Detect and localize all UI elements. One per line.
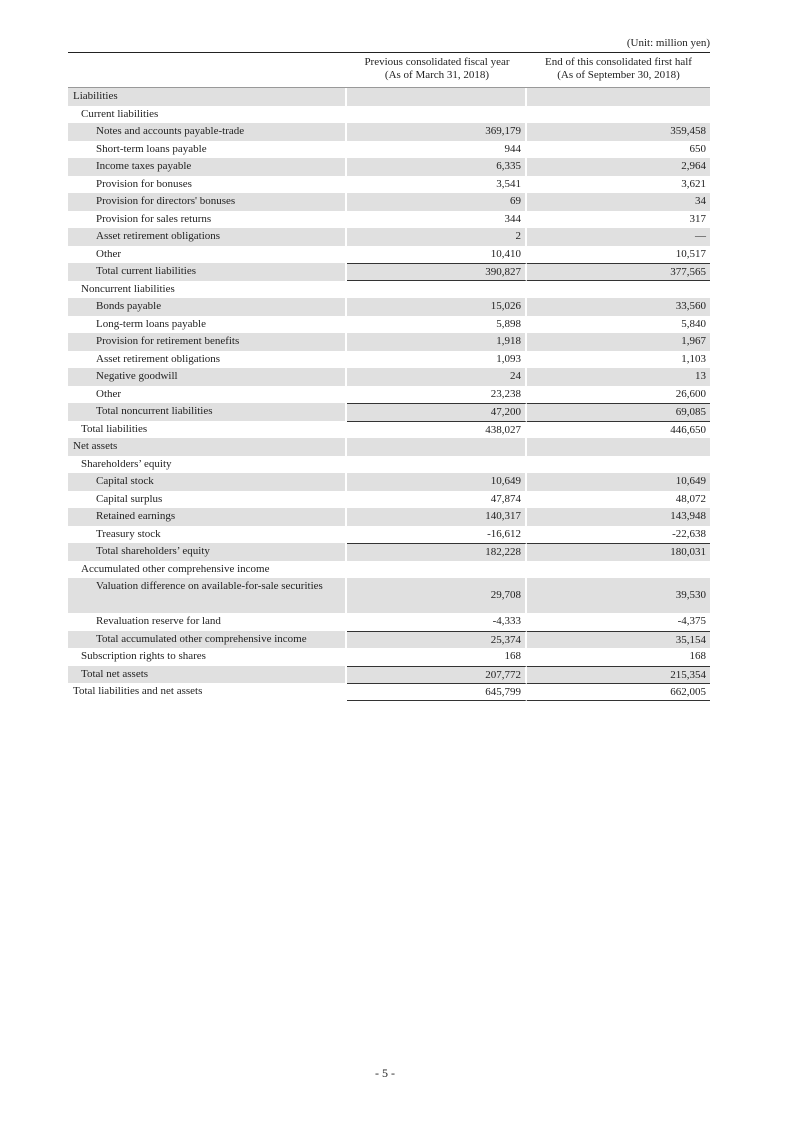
table-row	[68, 421, 710, 439]
value-previous	[347, 456, 527, 474]
value-previous: 1,918	[347, 333, 527, 351]
table-row	[68, 263, 710, 281]
value-previous: 168	[347, 648, 527, 666]
header-previous-year	[347, 53, 527, 87]
table-row	[68, 368, 710, 386]
row-label: Total noncurrent liabilities	[68, 403, 347, 421]
value-previous: -16,612	[347, 526, 527, 544]
row-label: Current liabilities	[68, 106, 347, 124]
table-row	[68, 193, 710, 211]
value-previous: 182,228	[347, 543, 527, 561]
value-current: 3,621	[681, 177, 706, 190]
value-previous: -4,333	[347, 613, 527, 631]
row-label: Long-term loans payable	[68, 316, 347, 334]
table-row	[68, 438, 710, 456]
row-label: Capital surplus	[68, 491, 347, 509]
value-current: 33,560	[527, 298, 710, 316]
value-previous: 47,874	[347, 491, 527, 509]
value-previous: 25,374	[347, 631, 527, 649]
table-row	[68, 578, 710, 613]
value-current	[527, 281, 710, 299]
table-row	[68, 106, 710, 124]
table-row	[68, 631, 710, 649]
row-label: Notes and accounts payable-trade	[68, 123, 347, 141]
row-label: Short-term loans payable	[68, 141, 347, 159]
value-previous: 10,649	[347, 473, 527, 491]
header-blank	[68, 53, 347, 87]
table-row	[68, 526, 710, 544]
value-previous: 47,200	[347, 403, 527, 421]
header-current-line1: End of this consolidated first half	[545, 56, 692, 68]
row-label: Capital stock	[68, 473, 347, 491]
page-number: - 5 -	[375, 1066, 395, 1080]
value-current: 359,458	[527, 123, 710, 141]
value-previous: 2	[347, 228, 527, 246]
table-row	[68, 88, 710, 106]
table-row	[68, 473, 710, 491]
table-row	[68, 123, 710, 141]
value-previous	[347, 88, 527, 106]
row-label: Other	[68, 246, 347, 264]
row-label: Negative goodwill	[68, 368, 347, 386]
value-current: -22,638	[672, 527, 706, 540]
value-previous	[347, 438, 527, 456]
value-previous: 344	[347, 211, 527, 229]
row-label: Asset retirement obligations	[68, 351, 347, 369]
value-current: 1,967	[527, 333, 710, 351]
value-previous: 1,093	[347, 351, 527, 369]
table-row	[68, 386, 710, 404]
value-current: 10,517	[675, 247, 706, 260]
table-row	[68, 281, 710, 299]
value-previous: 24	[347, 368, 527, 386]
value-previous: 438,027	[347, 421, 527, 439]
value-current: 10,649	[527, 473, 710, 491]
value-previous: 5,898	[347, 316, 527, 334]
value-current: -4,375	[677, 615, 706, 627]
table-row	[68, 333, 710, 351]
table-row	[68, 176, 710, 194]
value-current	[527, 456, 710, 474]
unit-note: (Unit: million yen)	[626, 37, 710, 49]
table-row	[68, 211, 710, 229]
table-row	[68, 351, 710, 369]
row-label: Total accumulated other comprehensive income	[68, 631, 347, 649]
table-row	[68, 613, 710, 631]
row-label: Revaluation reserve for land	[68, 613, 347, 631]
value-current: 215,354	[527, 666, 710, 684]
value-current: 1,103	[681, 352, 706, 365]
value-previous: 15,026	[347, 298, 527, 316]
row-label: Provision for directors' bonuses	[68, 193, 347, 211]
value-previous: 23,238	[347, 386, 527, 404]
value-current	[527, 561, 710, 579]
value-current: 317	[689, 212, 706, 225]
row-label: Asset retirement obligations	[68, 228, 347, 246]
table-row	[68, 158, 710, 176]
value-current: 168	[689, 650, 706, 662]
table-body	[68, 88, 710, 701]
table-row	[68, 561, 710, 579]
value-current	[527, 438, 710, 456]
value-previous	[347, 561, 527, 579]
value-current: —	[527, 228, 710, 246]
value-previous	[347, 281, 527, 299]
table-row	[68, 141, 710, 159]
value-current	[527, 88, 710, 106]
value-current: 69,085	[527, 403, 710, 421]
value-previous: 207,772	[347, 666, 527, 684]
table-row	[68, 298, 710, 316]
value-current: 662,005	[527, 683, 710, 701]
row-label: Total liabilities and net assets	[68, 683, 347, 701]
row-label: Provision for sales returns	[68, 211, 347, 229]
value-current: 446,650	[527, 421, 710, 439]
value-previous: 369,179	[347, 123, 527, 141]
header-previous-line1: Previous consolidated fiscal year	[364, 56, 510, 68]
value-previous: 69	[347, 193, 527, 211]
value-previous: 6,335	[347, 158, 527, 176]
value-previous: 10,410	[347, 246, 527, 264]
table-row	[68, 246, 710, 264]
value-current: 48,072	[675, 492, 706, 505]
table-row	[68, 403, 710, 421]
row-label: Total net assets	[68, 666, 347, 684]
table-row	[68, 543, 710, 561]
header-current-line2: (As of September 30, 2018)	[557, 69, 680, 81]
value-current: 26,600	[675, 387, 706, 400]
table-row	[68, 666, 710, 684]
header-previous-line2: (As of March 31, 2018)	[384, 69, 490, 81]
row-label: Noncurrent liabilities	[68, 281, 347, 299]
table-row	[68, 491, 710, 509]
value-previous: 944	[347, 141, 527, 159]
value-current: 34	[527, 193, 710, 211]
row-label: Shareholders’ equity	[68, 456, 347, 474]
value-current: 377,565	[527, 263, 710, 281]
value-previous: 390,827	[347, 263, 527, 281]
balance-sheet-table	[68, 52, 710, 701]
row-label: Total current liabilities	[68, 263, 347, 281]
row-label: Treasury stock	[68, 526, 347, 544]
row-label: Bonds payable	[68, 298, 347, 316]
row-label: Provision for retirement benefits	[68, 333, 347, 351]
value-current: 13	[527, 368, 710, 386]
row-label: Provision for bonuses	[68, 176, 347, 194]
value-current: 650	[689, 142, 706, 155]
table-row	[68, 508, 710, 526]
header-current-half	[527, 53, 710, 87]
value-current: 35,154	[527, 631, 710, 649]
value-current: 39,530	[527, 578, 710, 613]
row-label: Retained earnings	[68, 508, 347, 526]
row-label: Valuation difference on available-for-sale securities	[68, 578, 347, 613]
row-label: Accumulated other comprehensive income	[68, 561, 347, 579]
value-current	[527, 106, 710, 124]
row-label: Total liabilities	[68, 421, 347, 439]
row-label: Total shareholders’ equity	[68, 543, 347, 561]
table-row	[68, 648, 710, 666]
value-current: 2,964	[527, 158, 710, 176]
table-row	[68, 316, 710, 334]
row-label: Subscription rights to shares	[68, 648, 347, 666]
row-label: Liabilities	[68, 88, 347, 106]
value-previous: 3,541	[347, 176, 527, 194]
table-row	[68, 228, 710, 246]
value-previous: 140,317	[347, 508, 527, 526]
row-label: Net assets	[68, 438, 347, 456]
value-current: 143,948	[527, 508, 710, 526]
table-row	[68, 456, 710, 474]
row-label: Income taxes payable	[68, 158, 347, 176]
value-previous	[347, 106, 527, 124]
value-previous: 29,708	[347, 578, 527, 613]
table-row	[68, 683, 710, 701]
value-current: 180,031	[527, 543, 710, 561]
value-previous: 645,799	[347, 683, 527, 701]
value-current: 5,840	[681, 317, 706, 330]
table-header	[68, 53, 710, 88]
row-label: Other	[68, 386, 347, 404]
